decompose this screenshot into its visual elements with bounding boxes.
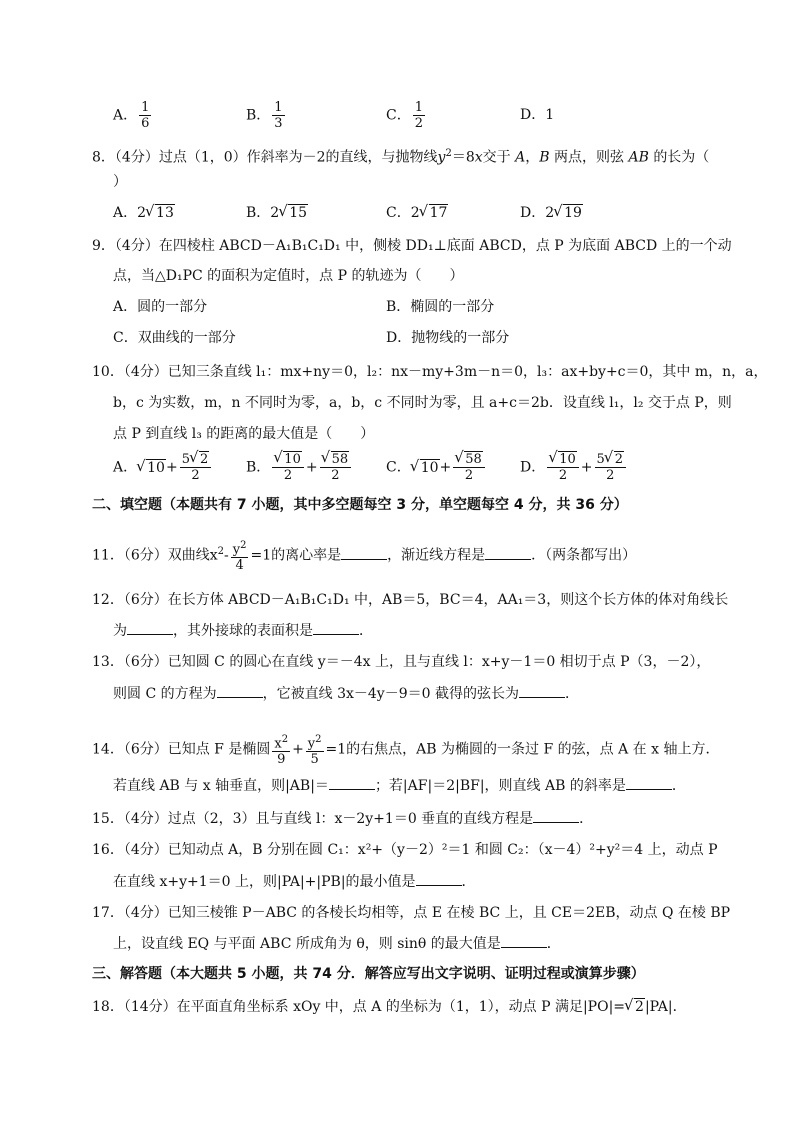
section-3-heading: 三、解答题（本大题共 5 小题，共 74 分．解答应写出文字说明、证明过程或演算步骤）	[92, 966, 645, 982]
q12-blank-1[interactable]	[127, 620, 173, 635]
q11-blank-2[interactable]	[485, 545, 531, 560]
q17-stem-line1: 17．（4分）已知三棱锥 P－ABC 的各棱长均相等，点 E 在棱 BC 上，且 CE＝2EB，动点 Q 在棱 BP	[92, 905, 731, 921]
q16-stem-line2: 在直线 x+y+1＝0 上，则|PA|+|PB|的最小值是 ．	[113, 871, 476, 892]
q9-option-b: B．椭圆的一部分	[386, 299, 495, 315]
q12-stem-line1: 12．（6分）在长方体 ABCD－A₁B₁C₁D₁ 中，AB＝5，BC＝4，AA₁＝3，则这个长方体的体对角线长	[92, 592, 729, 608]
q10-stem-line3: 点 P 到直线 l₃ 的距离的最大值是（ ）	[113, 426, 375, 442]
q14-stem-line1: 14．（6分）已知点 F 是椭圆 $\frac{x^2}{9}$ + $\frac{y^2}{5}$ =1的右焦点，AB 为椭圆的一条过 F 的弦，点 A 在 x 轴上方．	[92, 734, 720, 768]
q18-stem: 18．（14分）在平面直角坐标系 xOy 中，点 A 的坐标为（1，1），动点 P 满足|PO|=√ 2|PA|．	[92, 997, 687, 1017]
q7-option-d: D．1	[520, 107, 555, 123]
q7-option-a: A． $\frac{1}{6}$	[113, 100, 150, 131]
q15-stem: 15．（4分）过点（2，3）且与直线 l：x－2y+1＝0 垂直的直线方程是 ．	[92, 808, 593, 829]
q10-option-d: D． √ $\frac{10}{2}$ + $\frac{5√ 2}{2}$	[520, 452, 628, 483]
q8-option-d: D．2√ 19	[520, 203, 583, 223]
q9-option-a: A．圆的一部分	[113, 299, 208, 315]
q10-option-c: C．√ 10+ √ $\frac{58}{2}$	[386, 452, 487, 483]
q7-option-b: B． $\frac{1}{3}$	[246, 100, 283, 131]
q14-stem-line2: 若直线 AB 与 x 轴垂直，则|AB|＝ ；若|AF|＝2|BF|，则直线 AB 的斜率是 ．	[113, 775, 686, 796]
q11-stem: 11．（6分）双曲线$x^2-$ $\frac{y^2}{4}$ =1的离心率是 ，渐近线方程是 ．（两条都写出）	[92, 540, 637, 574]
q17-stem-line2: 上，设直线 EQ 与平面 ABC 所成角为 θ，则 sinθ 的最大值是 ．	[113, 933, 561, 954]
q7-option-c: C． $\frac{1}{2}$	[386, 100, 423, 131]
q9-stem-line2: 点，当△D₁PC 的面积为定值时，点 P 的轨迹为（ ）	[113, 268, 464, 284]
q8-stem-close: ）	[113, 174, 127, 190]
q10-option-b: B． √ $\frac{10}{2}$ + √ $\frac{58}{2}$	[246, 452, 353, 483]
q15-blank[interactable]	[533, 808, 579, 823]
q14-blank-2[interactable]	[626, 775, 672, 790]
q14-blank-1[interactable]	[329, 775, 375, 790]
q17-blank[interactable]	[501, 933, 547, 948]
q13-stem-line2: 则圆 C 的方程为 ，它被直线 3x－4y－9＝0 截得的弦长为 ．	[113, 683, 579, 704]
q12-blank-2[interactable]	[313, 620, 359, 635]
q10-stem-line1: 10．（4分）已知三条直线 l₁：mx+ny＝0，l₂：nx－my+3m－n＝0，l₃：ax+by+c＝0，其中 m，n，a，	[92, 364, 768, 380]
q10-stem-line2: b，c 为实数，m，n 不同时为零，a，b，c 不同时为零，且 a+c＝2b．设直线 l₁，l₂ 交于点 P，则	[113, 395, 732, 411]
q8-option-b: B．2√ 15	[246, 203, 308, 223]
q13-stem-line1: 13．（6分）已知圆 C 的圆心在直线 y＝－4x 上，且与直线 l：x+y－1＝0 相切于点 P（3，－2），	[92, 654, 711, 670]
q10-option-a: A．√ 10+ $\frac{5√ 2}{2}$	[113, 452, 213, 483]
q9-stem-line1: 9．（4分）在四棱柱 ABCD－A₁B₁C₁D₁ 中，侧棱 DD₁⊥底面 ABCD，点 P 为底面 ABCD 上的一个动	[92, 238, 732, 254]
q9-option-d: D．抛物线的一部分	[386, 330, 510, 346]
q9-option-c: C．双曲线的一部分	[113, 330, 236, 346]
q13-blank-2[interactable]	[519, 683, 565, 698]
q12-stem-line2: 为 ，其外接球的表面积是 ．	[113, 620, 373, 641]
q16-stem-line1: 16．（4分）已知动点 A，B 分别在圆 C₁：x²+（y－2）²＝1 和圆 C₂：（x－4）²+y²＝4 上，动点 P	[92, 842, 718, 858]
q8-option-c: C．2√ 17	[386, 203, 448, 223]
q16-blank[interactable]	[416, 871, 462, 886]
q8-stem: 8．（4分）过点（1，0）作斜率为－2的直线，与抛物线$y^2=8x$交于 A，B 两点，则弦 AB 的长为（	[92, 148, 710, 166]
section-2-heading: 二、填空题（本题共有 7 小题，其中多空题每空 3 分，单空题每空 4 分，共 36 分）	[92, 497, 628, 513]
q8-option-a: A．2√ 13	[113, 203, 175, 223]
q13-blank-1[interactable]	[217, 683, 263, 698]
q11-blank-1[interactable]	[341, 545, 387, 560]
